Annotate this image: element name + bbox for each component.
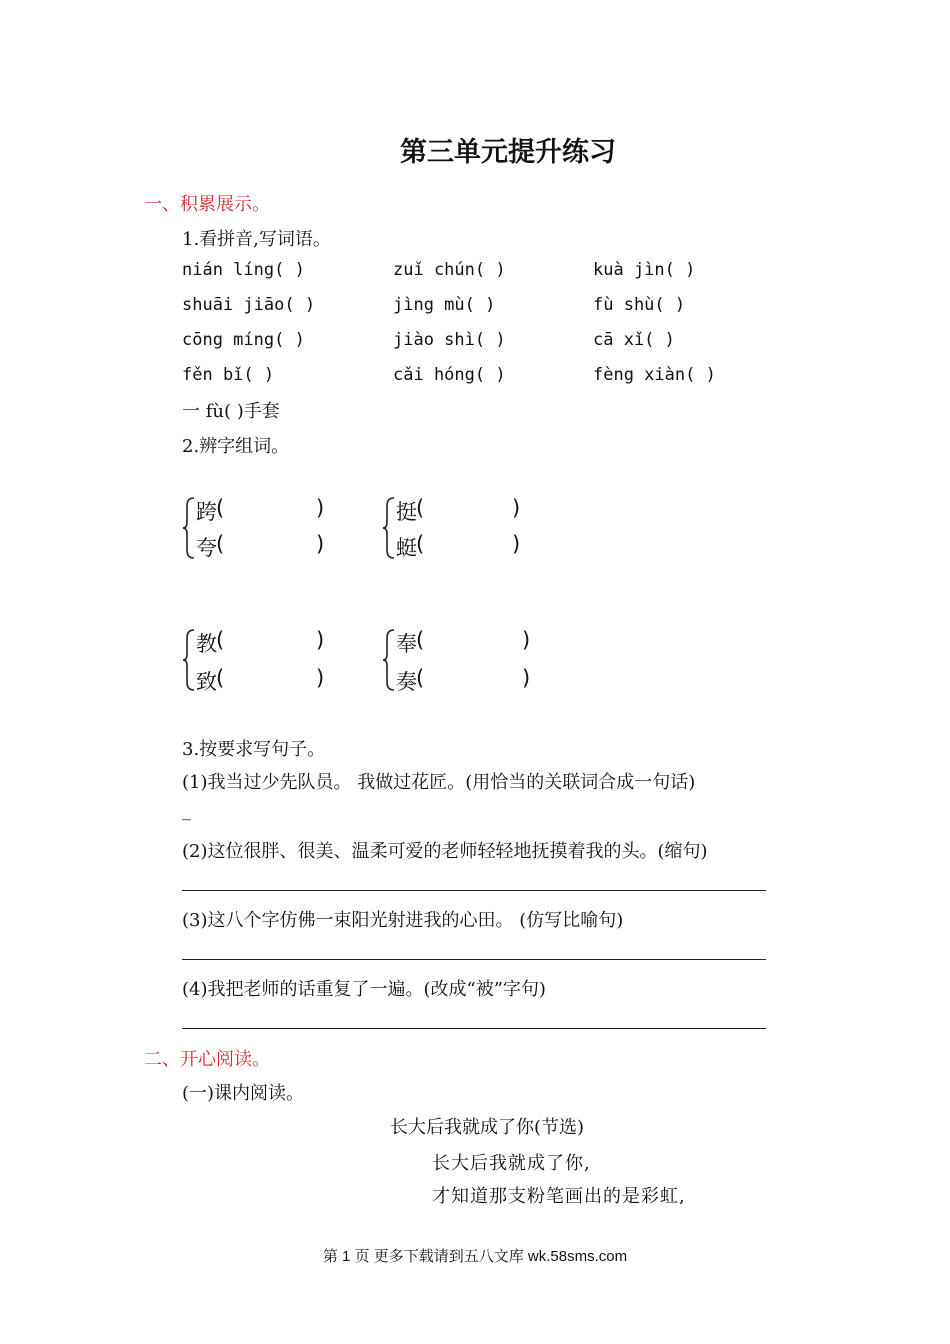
char-group	[382, 628, 542, 692]
paren-open: (	[416, 666, 425, 690]
page-footer: 第 1 页 更多下载请到五八文库 wk.58sms.com	[322, 1248, 628, 1265]
q3-title: 3.按要求写句子。	[182, 739, 326, 760]
pinyin-last-item: 一 fù( )手套	[182, 401, 280, 422]
paren-close: )	[512, 496, 521, 520]
paren-open: (	[416, 628, 425, 652]
section2-heading: 二、开心阅读。	[144, 1049, 270, 1070]
paren-close: )	[316, 628, 325, 652]
pinyin-item: kuà jìn( )	[593, 260, 696, 280]
char-group	[182, 496, 342, 560]
reading-sub-title: (一)课内阅读。	[182, 1083, 305, 1104]
char-group	[182, 628, 342, 692]
pinyin-item: jiào shì( )	[393, 330, 506, 350]
paren-close: )	[522, 666, 531, 690]
section1-heading: 一、积累展示。	[144, 194, 270, 215]
page-title: 第三单元提升练习	[400, 137, 616, 168]
group-char: 夸	[196, 536, 217, 560]
q1-title: 1.看拼音,写词语。	[182, 229, 331, 250]
paren-open: (	[416, 532, 425, 556]
paren-close: )	[512, 532, 521, 556]
pinyin-item: jìng mù( )	[393, 295, 496, 315]
sentence-3: (3)这八个字仿佛一束阳光射进我的心田。 (仿写比喻句)	[182, 910, 624, 931]
answer-line[interactable]	[182, 1028, 766, 1029]
group-char: 奏	[396, 670, 417, 694]
paren-open: (	[216, 666, 225, 690]
paren-open: (	[216, 532, 225, 556]
sentence-1-blank: _	[182, 800, 191, 821]
brace-icon	[182, 628, 196, 692]
pinyin-item: fèng xiàn( )	[593, 365, 716, 385]
pinyin-item: cōng míng( )	[182, 330, 305, 350]
brace-icon	[182, 496, 196, 560]
pinyin-item: nián líng( )	[182, 260, 305, 280]
pinyin-item: fěn bǐ( )	[182, 365, 275, 385]
group-char: 教	[196, 632, 217, 656]
paren-open: (	[416, 496, 425, 520]
pinyin-item: shuāi jiāo( )	[182, 295, 316, 315]
pinyin-item: cǎi hóng( )	[393, 365, 506, 385]
poem-line: 长大后我就成了你,	[432, 1153, 591, 1174]
sentence-1: (1)我当过少先队员。 我做过花匠。(用恰当的关联词合成一句话)	[182, 772, 696, 793]
sentence-2: (2)这位很胖、很美、温柔可爱的老师轻轻地抚摸着我的头。(缩句)	[182, 841, 708, 862]
pinyin-item: zuǐ chún( )	[393, 260, 506, 280]
paren-close: )	[316, 496, 325, 520]
paren-close: )	[522, 628, 531, 652]
group-char: 挺	[396, 500, 417, 524]
poem-title: 长大后我就成了你(节选)	[390, 1117, 585, 1138]
answer-line[interactable]	[182, 890, 766, 891]
pinyin-item: fù shù( )	[593, 295, 686, 315]
group-char: 致	[196, 670, 217, 694]
paren-close: )	[316, 532, 325, 556]
poem-line: 才知道那支粉笔画出的是彩虹,	[432, 1186, 686, 1207]
paren-close: )	[316, 666, 325, 690]
pinyin-item: cā xǐ( )	[593, 330, 675, 350]
group-char: 奉	[396, 632, 417, 656]
char-group	[382, 496, 542, 560]
paren-open: (	[216, 496, 225, 520]
brace-icon	[382, 496, 396, 560]
q2-title: 2.辨字组词。	[182, 436, 290, 457]
answer-line[interactable]	[182, 959, 766, 960]
paren-open: (	[216, 628, 225, 652]
sentence-4: (4)我把老师的话重复了一遍。(改成“被”字句)	[182, 979, 546, 1000]
brace-icon	[382, 628, 396, 692]
group-char: 跨	[196, 500, 217, 524]
group-char: 蜓	[396, 536, 417, 560]
